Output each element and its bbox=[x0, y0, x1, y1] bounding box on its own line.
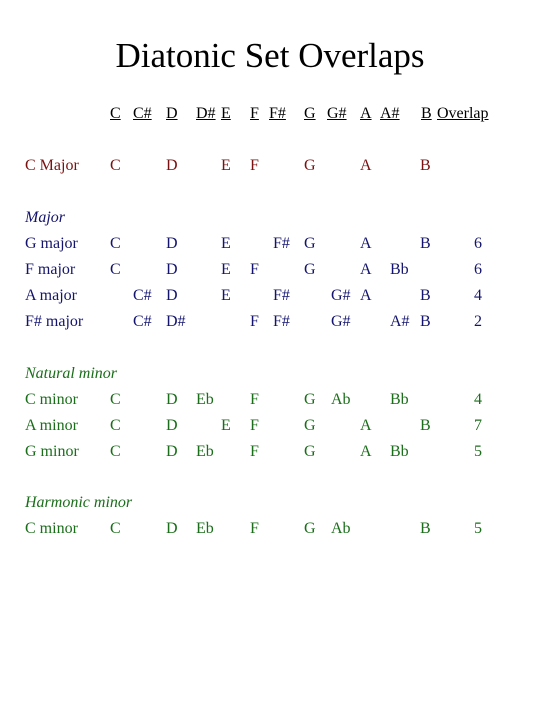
note-cell: C# bbox=[133, 313, 152, 330]
overlap-count: 5 bbox=[474, 520, 482, 537]
row-label: A minor bbox=[25, 417, 78, 434]
note-cell: E bbox=[221, 287, 231, 304]
note-cell: Eb bbox=[196, 520, 214, 537]
note-cell: A bbox=[360, 157, 372, 174]
note-cell: D bbox=[166, 287, 178, 304]
note-cell: Ab bbox=[331, 520, 351, 537]
note-cell: E bbox=[221, 261, 231, 278]
note-cell: A bbox=[360, 417, 372, 434]
header-note: F bbox=[250, 105, 259, 122]
note-cell: D# bbox=[166, 313, 186, 330]
row-label: C minor bbox=[25, 520, 78, 537]
overlap-count: 4 bbox=[474, 287, 482, 304]
note-cell: D bbox=[166, 520, 178, 537]
note-cell: D bbox=[166, 443, 178, 460]
note-cell: F bbox=[250, 520, 259, 537]
row-label: G minor bbox=[25, 443, 79, 460]
note-cell: F bbox=[250, 261, 259, 278]
overlap-count: 4 bbox=[474, 391, 482, 408]
header-note: C# bbox=[133, 105, 152, 122]
note-cell: B bbox=[420, 287, 431, 304]
row-label: F major bbox=[25, 261, 76, 278]
overlap-count: 5 bbox=[474, 443, 482, 460]
note-cell: G bbox=[304, 443, 316, 460]
note-cell: G bbox=[304, 520, 316, 537]
note-cell: B bbox=[420, 417, 431, 434]
note-cell: Eb bbox=[196, 391, 214, 408]
header-note: C bbox=[110, 105, 121, 122]
row-label: F# major bbox=[25, 313, 84, 330]
header-note: B bbox=[421, 105, 432, 122]
note-cell: C bbox=[110, 261, 121, 278]
header-note: D bbox=[166, 105, 178, 122]
note-cell: F bbox=[250, 391, 259, 408]
note-cell: F# bbox=[273, 287, 290, 304]
note-cell: F# bbox=[273, 235, 290, 252]
note-cell: D bbox=[166, 417, 178, 434]
note-cell: C bbox=[110, 520, 121, 537]
header-note: D# bbox=[196, 105, 216, 122]
note-cell: G bbox=[304, 391, 316, 408]
note-cell: F# bbox=[273, 313, 290, 330]
note-cell: F bbox=[250, 313, 259, 330]
note-cell: F bbox=[250, 417, 259, 434]
note-cell: B bbox=[420, 235, 431, 252]
header-note: A bbox=[360, 105, 372, 122]
header-note: E bbox=[221, 105, 231, 122]
note-cell: Bb bbox=[390, 391, 409, 408]
note-cell: D bbox=[166, 261, 178, 278]
note-cell: G# bbox=[331, 313, 351, 330]
note-cell: C# bbox=[133, 287, 152, 304]
note-cell: C bbox=[110, 391, 121, 408]
note-cell: G bbox=[304, 157, 316, 174]
note-cell: B bbox=[420, 157, 431, 174]
note-cell: Ab bbox=[331, 391, 351, 408]
overlap-count: 6 bbox=[474, 235, 482, 252]
note-cell: G# bbox=[331, 287, 351, 304]
group-title: Major bbox=[25, 209, 65, 226]
header-note: F# bbox=[269, 105, 286, 122]
note-cell: A bbox=[360, 287, 372, 304]
header-note: G bbox=[304, 105, 316, 122]
header-note: A# bbox=[380, 105, 400, 122]
note-cell: E bbox=[221, 417, 231, 434]
page-title: Diatonic Set Overlaps bbox=[115, 36, 425, 75]
note-cell: C bbox=[110, 443, 121, 460]
note-cell: G bbox=[304, 235, 316, 252]
row-label: A major bbox=[25, 287, 77, 304]
note-cell: C bbox=[110, 235, 121, 252]
note-cell: Eb bbox=[196, 443, 214, 460]
note-cell: D bbox=[166, 391, 178, 408]
note-cell: E bbox=[221, 235, 231, 252]
note-cell: F bbox=[250, 443, 259, 460]
row-label: G major bbox=[25, 235, 78, 252]
note-cell: G bbox=[304, 261, 316, 278]
note-cell: A bbox=[360, 261, 372, 278]
note-cell: Bb bbox=[390, 261, 409, 278]
note-cell: A bbox=[360, 235, 372, 252]
note-cell: F bbox=[250, 157, 259, 174]
note-cell: C bbox=[110, 157, 121, 174]
note-cell: D bbox=[166, 157, 178, 174]
overlap-count: 6 bbox=[474, 261, 482, 278]
note-cell: C bbox=[110, 417, 121, 434]
note-cell: E bbox=[221, 157, 231, 174]
note-cell: D bbox=[166, 235, 178, 252]
note-cell: A bbox=[360, 443, 372, 460]
overlap-count: 2 bbox=[474, 313, 482, 330]
row-label: C Major bbox=[25, 157, 79, 174]
header-note: G# bbox=[327, 105, 347, 122]
note-cell: A# bbox=[390, 313, 410, 330]
overlap-count: 7 bbox=[474, 417, 482, 434]
note-cell: Bb bbox=[390, 443, 409, 460]
note-cell: B bbox=[420, 520, 431, 537]
row-label: C minor bbox=[25, 391, 78, 408]
note-cell: G bbox=[304, 417, 316, 434]
group-title: Harmonic minor bbox=[25, 494, 133, 511]
note-cell: B bbox=[420, 313, 431, 330]
group-title: Natural minor bbox=[25, 365, 118, 382]
header-overlap: Overlap bbox=[437, 105, 489, 122]
